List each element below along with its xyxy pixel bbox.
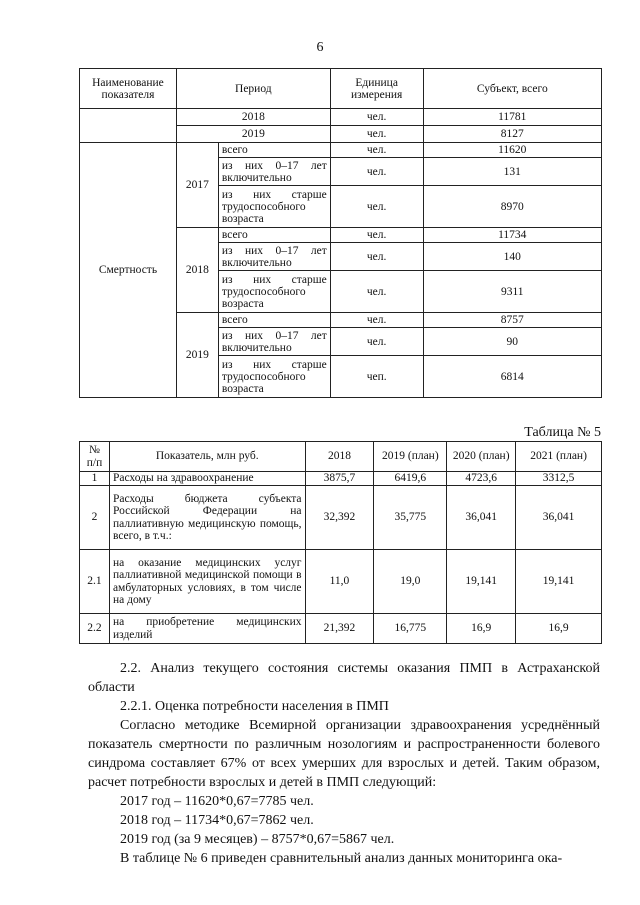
t1-value-cell: 8127	[423, 126, 601, 143]
t2-cell-2019: 19,0	[374, 550, 447, 614]
t2-cell-2019: 16,775	[374, 614, 447, 644]
t2-header-2021: 2021 (план)	[516, 442, 602, 472]
t1-year-cell: 2017	[176, 143, 218, 228]
t2-cell-2021: 19,141	[516, 550, 602, 614]
t1-unit-cell: чел.	[330, 313, 423, 328]
t2-cell-2018: 21,392	[305, 614, 374, 644]
body-text	[88, 659, 600, 868]
t1-period-cell: 2018	[176, 109, 330, 126]
t2-row-label: Расходы на здравоохранение	[109, 472, 305, 486]
t1-subrow-label: из них 0–17 лет включительно	[218, 328, 330, 356]
t2-row-label: на оказание медицинских услуг паллиативной медицинской помощи в амбулаторных условиях, в том числе на дому	[109, 550, 305, 614]
t2-header-num: № п/п	[80, 442, 110, 472]
t1-period-cell: 2019	[176, 126, 330, 143]
t1-subrow-label: всего	[218, 228, 330, 243]
t2-row-num: 1	[80, 472, 110, 486]
t2-header-indicator: Показатель, млн руб.	[109, 442, 305, 472]
t1-subrow-label: из них старше трудоспособного возраста	[218, 271, 330, 313]
t1-value-cell: 11781	[423, 109, 601, 126]
t1-subrow-label: из них 0–17 лет включительно	[218, 158, 330, 186]
t1-unit-cell: чел.	[330, 126, 423, 143]
t2-cell-2021: 36,041	[516, 486, 602, 550]
t2-header-2020: 2020 (план)	[447, 442, 516, 472]
t2-cell-2020: 16,9	[447, 614, 516, 644]
t1-value-cell: 8757	[423, 313, 601, 328]
t1-subrow-label: из них старше трудоспособного возраста	[218, 356, 330, 398]
t2-cell-2018: 11,0	[305, 550, 374, 614]
t1-unit-cell: чел.	[330, 109, 423, 126]
t2-row-label: Расходы бюджета субъекта Российской Федерации на паллиативную медицинскую помощь, всего, в т.ч.:	[109, 486, 305, 550]
t1-unit-cell: чел.	[330, 228, 423, 243]
t2-cell-2020: 36,041	[447, 486, 516, 550]
t1-value-cell: 90	[423, 328, 601, 356]
t1-year-cell: 2018	[176, 228, 218, 313]
t1-empty-cell	[80, 109, 177, 143]
t1-value-cell: 6814	[423, 356, 601, 398]
t2-header-2018: 2018	[305, 442, 374, 472]
t1-value-cell: 8970	[423, 186, 601, 228]
mortality-table	[79, 68, 602, 398]
t1-unit-cell: чел.	[330, 143, 423, 158]
t2-row-num: 2.2	[80, 614, 110, 644]
t1-unit-cell: чел.	[330, 243, 423, 271]
t1-header-value: Субъект, всего	[423, 69, 601, 109]
page-number: 6	[316, 40, 324, 55]
table-5-caption: Таблица № 5	[524, 425, 601, 440]
t1-year-cell: 2019	[176, 313, 218, 398]
t1-value-cell: 131	[423, 158, 601, 186]
calc-line-2017: 2017 год – 11620*0,67=7785 чел.	[120, 794, 314, 809]
t2-cell-2021: 16,9	[516, 614, 602, 644]
t1-subrow-label: всего	[218, 143, 330, 158]
t2-row-num: 2.1	[80, 550, 110, 614]
t1-value-cell: 11734	[423, 228, 601, 243]
calc-line-2019: 2019 год (за 9 месяцев) – 8757*0,67=5867 чел.	[120, 832, 395, 847]
t2-row-label: на приобретение медицинских изделий	[109, 614, 305, 644]
t2-cell-2020: 4723,6	[447, 472, 516, 486]
t1-header-period: Период	[176, 69, 330, 109]
t1-unit-cell: чел.	[330, 328, 423, 356]
t1-value-cell: 11620	[423, 143, 601, 158]
t2-cell-2021: 3312,5	[516, 472, 602, 486]
t1-header-unit: Единица измерения	[330, 69, 423, 109]
subsection-heading: 2.2.1. Оценка потребности населения в ПМП	[120, 699, 389, 714]
t1-unit-cell: чел.	[330, 158, 423, 186]
t2-cell-2018: 3875,7	[305, 472, 374, 486]
t2-cell-2020: 19,141	[447, 550, 516, 614]
t1-indicator-mortality: Смертность	[80, 143, 177, 398]
calc-line-2018: 2018 год – 11734*0,67=7862 чел.	[120, 813, 314, 828]
paragraph: Согласно методике Всемирной организации здравоохранения усреднённый показатель смертности по различным нозологиям и распространенности болевого синдрома составляет 67% от всех умерших для взрослых и детей. Таким образом, расчет потребности взрослых и детей в ПМП следующий:	[88, 718, 600, 790]
t1-value-cell: 140	[423, 243, 601, 271]
t2-cell-2019: 6419,6	[374, 472, 447, 486]
t2-header-2019: 2019 (план)	[374, 442, 447, 472]
expenses-table	[79, 441, 602, 644]
t1-subrow-label: из них 0–17 лет включительно	[218, 243, 330, 271]
t2-row-num: 2	[80, 486, 110, 550]
t1-unit-cell: чеп.	[330, 356, 423, 398]
t1-value-cell: 9311	[423, 271, 601, 313]
t1-subrow-label: всего	[218, 313, 330, 328]
t1-header-indicator: Наименование показателя	[80, 69, 177, 109]
t1-unit-cell: чел.	[330, 271, 423, 313]
t1-subrow-label: из них старше трудоспособного возраста	[218, 186, 330, 228]
t1-unit-cell: чел.	[330, 186, 423, 228]
section-heading: 2.2. Анализ текущего состояния системы оказания ПМП в Астраханской области	[88, 661, 600, 695]
t2-cell-2018: 32,392	[305, 486, 374, 550]
paragraph: В таблице № 6 приведен сравнительный анализ данных мониторинга ока-	[120, 851, 563, 866]
t2-cell-2019: 35,775	[374, 486, 447, 550]
